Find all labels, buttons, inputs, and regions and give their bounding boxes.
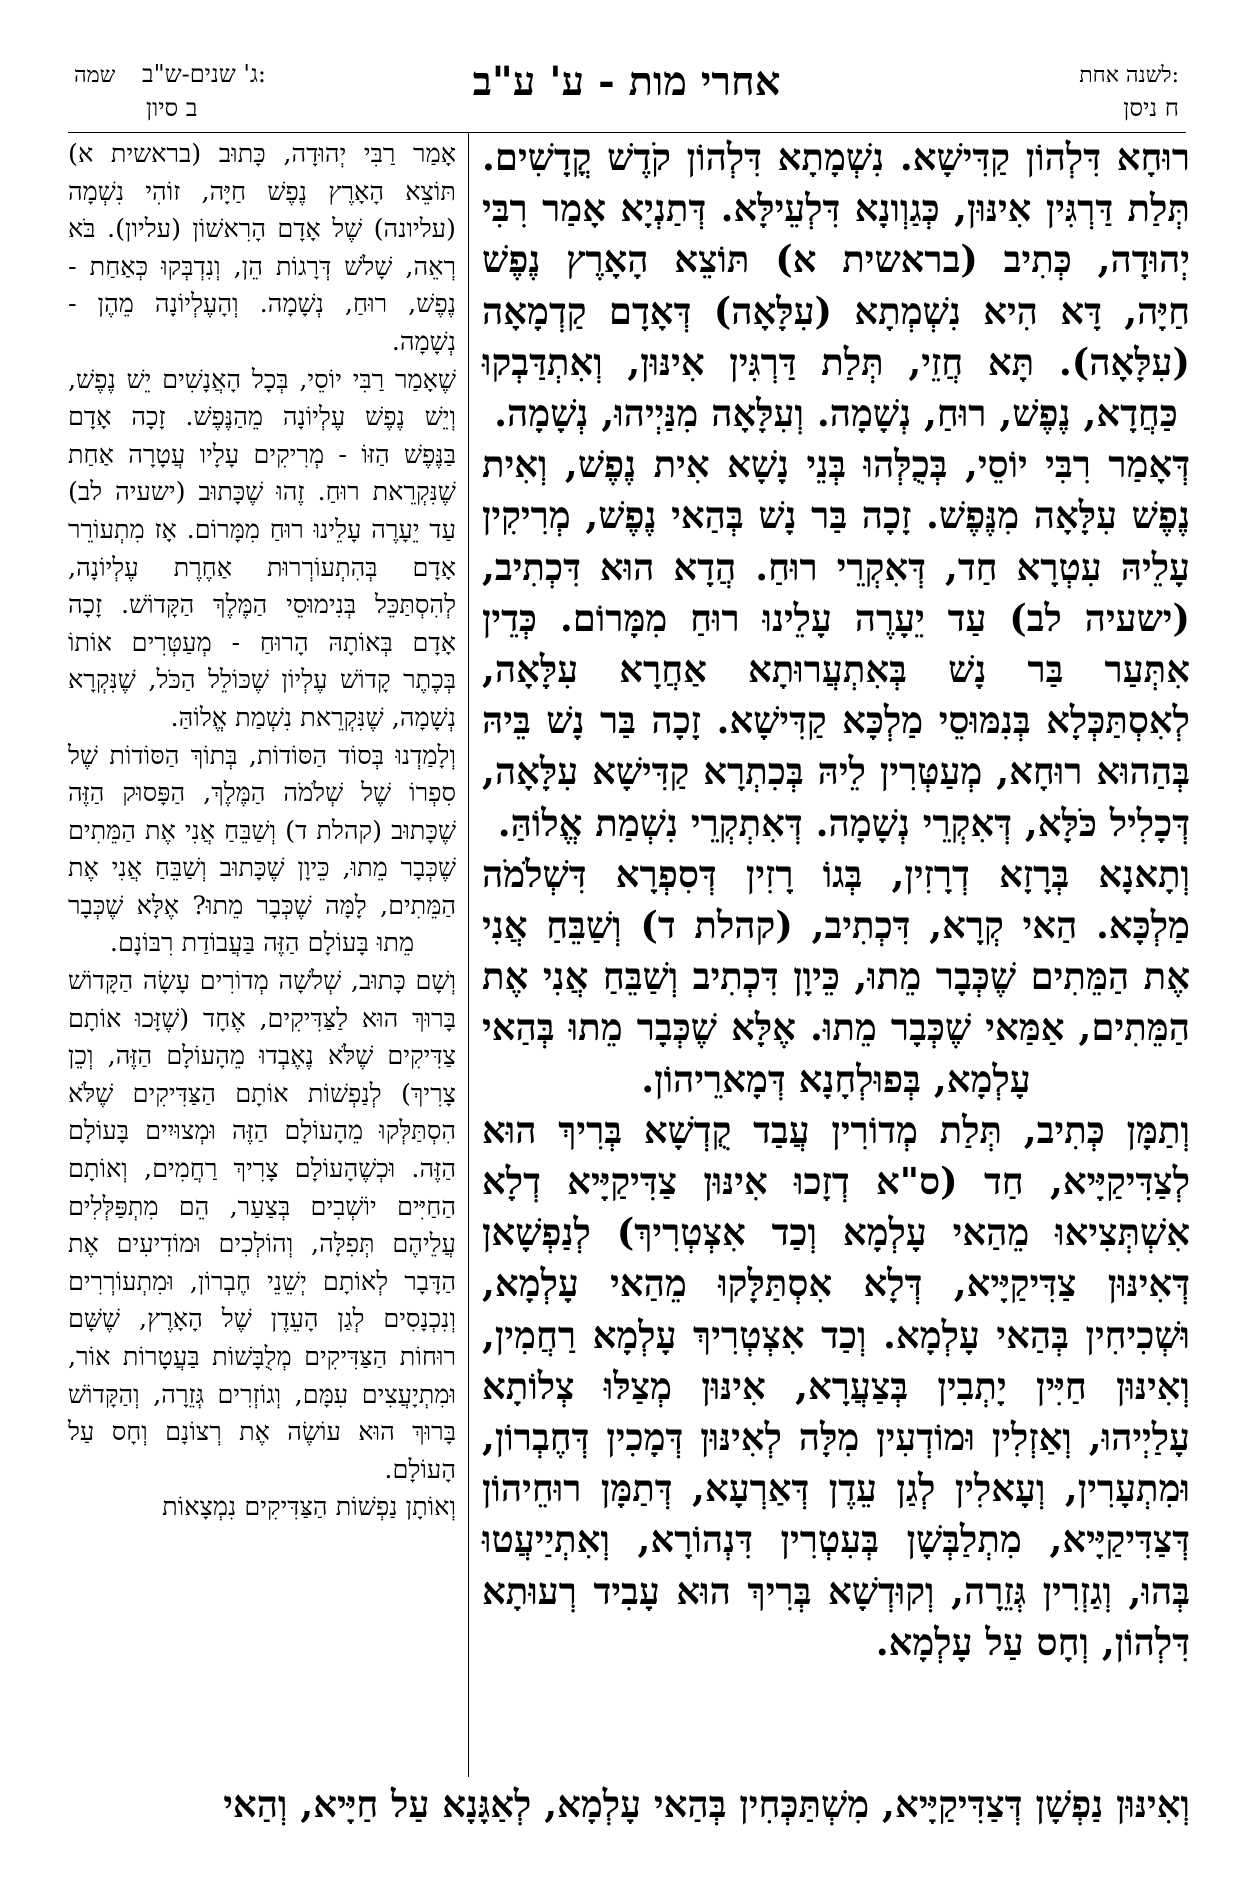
zohar-paragraph: וְתַמָּן כְּתִיב, תְּלַת מְדוֹרִין עֲבַד קֻדְשָׁא בְּרִיךְ הוּא לְצַדִּיקַיָּיא, חַד (ס"א דְזָכוּ אִינּוּן צַדִּיקַיָּיא דְלָא אִשְׁתְּצִיאוּ מֵהַאי עָלְמָא וְכַד אִצְטְרִיךְ) לְנַפְשָׁאן דְּאִינּוּן צַדִּיקַיָּיא, דְּלָא אִסְתַּלָּקוּ מֵהַאי עָלְמָא, וּשְׁכִיחִין בְּהַאי עָלְמָא. וְכַד אִצְטְרִיךְ עָלְמָא רַחֲמִין, וְאִינּוּן חַיִּין יָתְבִין בְּצַעֲרָא, אִינּוּן מְצַלּוּ צְלוֹתָא עָלַיְיהוּ, וְאַזְלִין וּמוֹדְעִין מִלָּה לְאִינּוּן דְּמָכִין דְּחֶבְרוֹן, וּמִתְעָרִין, וְעָאלִין לְגַן עֵדֶן דְּאַרְעָא, דְּתַמָּן רוּחֵיהוֹן דְּצַדִּיקַיָּיא, מִתְלַבְּשָׁן בְּעִטְרִין דִּנְהוֹרָא, וְאִתְיַיעֲטוּ בְּהוּ, וְגַזְרִין גְּזֵרָה, וְקוּדְשָׁא בְּרִיךְ הוּא עָבִיד רְעוּתָא דִּלְהוֹן, וְחָס עַל עָלְמָא. [482,1107,1190,1664]
header-left-date: ב סיון [146,94,198,122]
header-left-top: ג' שנים-ש"ב: [142,60,267,88]
zohar-column [482,132,1190,1668]
header-left-word: שמה [74,63,116,88]
translation-paragraph: שֶׁאָמַר רַבִּי יוֹסֵי, בְּכָל הָאֲנָשִׁים יֵשׁ נֶפֶשׁ, וְיֵשׁ נֶפֶשׁ עֶלְיוֹנָה מֵהַנֶּפֶשׁ. זָכָה אָדָם בַּנֶּפֶשׁ הַזּוֹ - מְרִיקִים עָלָיו עֲטָרָה אַחַת שֶׁנִּקְרֵאת רוּחַ. זֶהוּ שֶׁכָּתוּב (ישעיה לב) עַד יֵעָרֶה עָלֵינוּ רוּחַ מִמָּרוֹם. אָז מִתְעוֹרֵר אָדָם בְּהִתְעוֹרְרוּת אַחֶרֶת עֶלְיוֹנָה, לְהִסְתַּכֵּל בְּנִימוּסֵי הַמֶּלֶךְ הַקָּדוֹשׁ. זָכָה אָדָם בְּאוֹתָהּ הָרוּחַ - מְעַטְּרִים אוֹתוֹ בְּכֶתֶר קָדוֹשׁ עֶלְיוֹן שֶׁכּוֹלֵל הַכֹּל, שֶׁנִּקְרָא נְשָׁמָה, שֶׁנִּקְרֵאת נִשְׁמַת אֱלוֹהַּ. [68,364,456,733]
translation-paragraph: וְלָמַדְנוּ בְּסוֹד הַסּוֹדוֹת, בְּתוֹךְ הַסּוֹדוֹת שֶׁל סִפְרוֹ שֶׁל שְׁלֹמֹה הַמֶּלֶךְ, הַפָּסוּק הַזֶּה שֶׁכָּתוּב (קהלת ד) וְשַׁבֵּחַ אֲנִי אֶת הַמֵּתִים שֶׁכְּבָר מֵתוּ, כֵּיוָן שֶׁכָּתוּב וְשַׁבֵּחַ אֲנִי אֶת הַמֵּתִים, לָמָּה שֶׁכְּבָר מֵתוּ? אֶלָּא שֶׁכְּבָר מֵתוּ בָּעוֹלָם הַזֶּה בַּעֲבוֹדַת רִבּוֹנָם. [68,740,456,959]
translation-paragraph: וְשָׁם כָּתוּב, שְׁלֹשָׁה מְדוֹרִים עָשָׂה הַקָּדוֹשׁ בָּרוּךְ הוּא לַצַּדִּיקִים, אֶחָד (שֶׁזָּכוּ אוֹתָם צַדִּיקִים שֶׁלֹּא נֶאֶבְדוּ מֵהָעוֹלָם הַזֶּה, וְכֵן צָרִיךְ) לְנַפְשׁוֹת אוֹתָם הַצַּדִּיקִים שֶׁלֹּא הִסְתַּלְּקוּ מֵהָעוֹלָם הַזֶּה וּמְצוּיִים בָּעוֹלָם הַזֶּה. וּכְשֶׁהָעוֹלָם צָרִיךְ רַחֲמִים, וְאוֹתָם הַחַיִּים יוֹשְׁבִים בְּצַעַר, הֵם מִתְפַּלְּלִים עֲלֵיהֶם תְּפִלָּה, וְהוֹלְכִים וּמוֹדִיעִים אֶת הַדָּבָר לְאוֹתָם יְשֵׁנֵי חֶבְרוֹן, וּמִתְעוֹרְרִים וְנִכְנָסִים לְגַן הָעֵדֶן שֶׁל הָאָרֶץ, שֶׁשָּׁם רוּחוֹת הַצַּדִּיקִים מְלֻבָּשׁוֹת בַּעֲטָרוֹת אוֹר, וּמִתְיָעֲצִים עִמָּם, וְגוֹזְרִים גְּזֵרָה, וְהַקָּדוֹשׁ בָּרוּךְ הוּא עוֹשֶׂה אֶת רְצוֹנָם וְחָס עַל הָעוֹלָם. [68,966,456,1485]
header-right-top: לשנה אחת: [1079,63,1179,88]
header-right-date: ח ניסן [1123,94,1179,122]
translation-column [68,136,456,1527]
page-title: אחרי מות - ע' ע"ב [472,58,781,105]
page-header [0,58,1253,132]
translation-paragraph: אָמַר רַבִּי יְהוּדָה, כָּתוּב (בראשית א) תּוֹצֵא הָאָרֶץ נֶפֶשׁ חַיָּה, זוֹהִי נִשְׁמָה (עליונה) שֶׁל אָדָם הָרִאשׁוֹן (עליון). בֹּא רְאֵה, שָׁלֹשׁ דְּרָגוֹת הֵן, וְנִדְבְּקוּ כְּאַחַת - נֶפֶשׁ, רוּחַ, נְשָׁמָה. וְהָעֶלְיוֹנָה מֵהֶן - נְשָׁמָה. [68,139,456,357]
zohar-paragraph: רוּחָא דִּלְהוֹן קַדִּישָׁא. נִשְׁמָתָא דִּלְהוֹן קֹדֶשׁ קֳדָשִׁים. תְּלַת דַּרְגִּין אִינּוּן, כְּגַוְונָא דִּלְעֵילָּא. דְּתַנְיָא אָמַר רִבִּי יְהוּדָה, כְּתִיב (בראשית א) תּוֹצֵא הָאָרֶץ נֶפֶשׁ חַיָּה, דָּא הִיא נִשְׁמְתָא (עִלָּאָה) דְּאָדָם קַדְמָאָה (עִלָּאָה). תָּא חֲזֵי, תְּלַת דַּרְגִּין אִינּוּן, וְאִתְדַּבְקוּ כַּחֲדָא, נֶפֶשׁ, רוּחַ, נְשָׁמָה. וְעִלָּאָה מִנַּיְיהוּ, נְשָׁמָה. [482,135,1190,436]
zohar-paragraph: דְּאָמַר רִבִּי יוֹסֵי, בְּכֻלְּהוּ בְּנֵי נָשָׁא אִית נֶפֶשׁ, וְאִית נֶפֶשׁ עִלָּאָה מִנֶּפֶשׁ. זָכָה בַּר נָשׁ בְּהַאי נֶפֶשׁ, מְרִיקִין עָלֵיהּ עִטְרָא חַד, דְּאִקְרֵי רוּחַ. הֲדָא הוּא דִּכְתִיב, (ישעיה לב) עַד יֵעָרֶה עָלֵינוּ רוּחַ מִמָּרוֹם. כְּדֵין אִתְּעַר בַּר נָשׁ בְּאִתְעֲרוּתָא אַחֲרָא עִלָּאָה, לְאִסְתַּכְּלָא בְּנִמּוּסֵי מַלְכָּא קַדִּישָׁא. זָכָה בַּר נָשׁ בֵּיהּ בְּהַהוּא רוּחָא, מְעַטְּרִין לֵיהּ בְּכִתְרָא קַדִּישָׁא עִלָּאָה, דְּכָלִיל כֹּלָּא, דְּאִקְרֵי נְשָׁמָה. דְּאִתְקְרֵי נִשְׁמַת אֱלוֹהַּ. [482,442,1190,845]
continuation-line: וְאִינּוּן נַפְשָׁן דְּצַדִּיקַיָּיא, מִשְׁתַּכְּחִין בְּהַאי עָלְמָא, לְאַגָּנָא עַל חַיָּיא, וְהַאי [223,1782,1190,1826]
zohar-paragraph: וְתָאנָא בְּרָזָא דְרָזִין, בְּגוֹ רָזִין דְּסִפְרָא דִּשְׁלֹמֹה מַלְכָּא. הַאי קְרָא, דִּכְתִיב, (קהלת ד) וְשַׁבֵּחַ אֲנִי אֶת הַמֵּתִים שֶׁכְּבָר מֵתוּ, כֵּיוָן דִּכְתִיב וְשַׁבֵּחַ אֲנִי אֶת הַמֵּתִים, אַמַּאי שֶׁכְּבָר מֵתוּ. אֶלָּא שֶׁכְּבָר מֵתוּ בְּהַאי עָלְמָא, בְּפוּלְחָנָא דְּמָארֵיהוֹן. [482,851,1190,1101]
translation-paragraph: וְאוֹתָן נַפְשׁוֹת הַצַּדִּיקִים נִמְצָאוֹת [162,1492,456,1523]
column-divider [468,132,469,1777]
